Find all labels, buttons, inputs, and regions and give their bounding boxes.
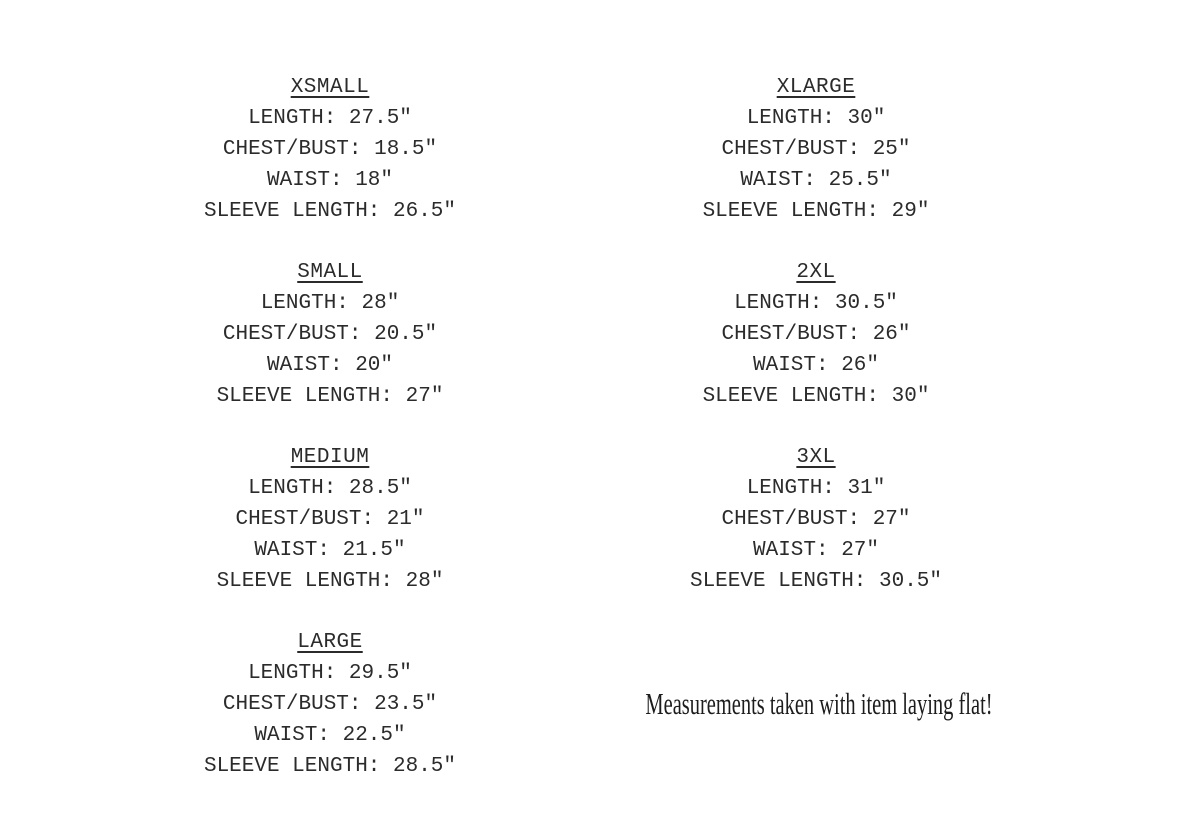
measurement-line: WAIST: 18" <box>266 169 394 192</box>
measurement-line: SLEEVE LENGTH: 26.5" <box>203 200 457 223</box>
size-block-large <box>70 627 590 782</box>
size-chart-column-left <box>70 72 590 812</box>
measurements-note: Measurements taken with item laying flat! <box>645 686 993 721</box>
measurement-line: WAIST: 26" <box>752 354 880 377</box>
measurement-line: SLEEVE LENGTH: 30.5" <box>689 570 943 593</box>
measurement-line: LENGTH: 29.5" <box>248 662 412 685</box>
size-title: XLARGE <box>776 76 856 99</box>
size-title: LARGE <box>297 631 363 654</box>
measurement-line: CHEST/BUST: 18.5" <box>222 138 438 161</box>
size-chart-column-right <box>556 72 1076 730</box>
measurement-line: WAIST: 21.5" <box>254 539 406 562</box>
size-block-xsmall <box>70 72 590 227</box>
measurement-line: LENGTH: 30.5" <box>734 292 898 315</box>
measurement-line: SLEEVE LENGTH: 28.5" <box>203 755 457 778</box>
size-title: MEDIUM <box>290 446 370 469</box>
size-block-3xl <box>556 442 1076 597</box>
measurement-line: SLEEVE LENGTH: 30" <box>702 385 930 408</box>
measurement-line: LENGTH: 28.5" <box>248 477 412 500</box>
measurement-line: LENGTH: 28" <box>260 292 400 315</box>
size-block-small <box>70 257 590 412</box>
measurement-line: CHEST/BUST: 25" <box>721 138 911 161</box>
measurement-line: LENGTH: 27.5" <box>248 107 412 130</box>
measurement-line: SLEEVE LENGTH: 27" <box>216 385 444 408</box>
size-title: SMALL <box>297 261 363 284</box>
measurement-line: CHEST/BUST: 27" <box>721 508 911 531</box>
measurement-line: WAIST: 20" <box>266 354 394 377</box>
measurement-line: WAIST: 22.5" <box>254 724 406 747</box>
measurement-line: WAIST: 27" <box>752 539 880 562</box>
size-block-2xl <box>556 257 1076 412</box>
measurement-line: WAIST: 25.5" <box>740 169 892 192</box>
measurement-line: SLEEVE LENGTH: 28" <box>216 570 444 593</box>
size-block-medium <box>70 442 590 597</box>
size-title: XSMALL <box>290 76 370 99</box>
measurement-line: LENGTH: 31" <box>746 477 886 500</box>
size-block-xlarge <box>556 72 1076 227</box>
size-title: 3XL <box>796 446 836 469</box>
measurement-line: CHEST/BUST: 26" <box>721 323 911 346</box>
measurement-line: CHEST/BUST: 21" <box>235 508 425 531</box>
measurement-line: SLEEVE LENGTH: 29" <box>702 200 930 223</box>
note-wrapper <box>556 684 1076 730</box>
measurement-line: LENGTH: 30" <box>746 107 886 130</box>
measurement-line: CHEST/BUST: 23.5" <box>222 693 438 716</box>
size-title: 2XL <box>796 261 836 284</box>
measurement-line: CHEST/BUST: 20.5" <box>222 323 438 346</box>
